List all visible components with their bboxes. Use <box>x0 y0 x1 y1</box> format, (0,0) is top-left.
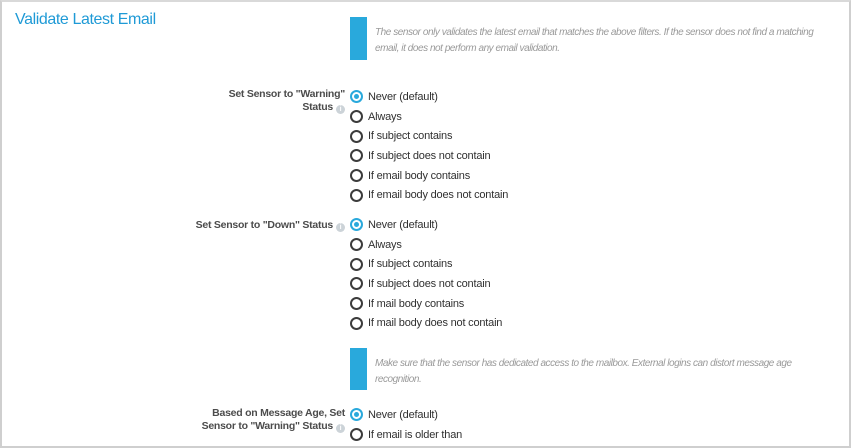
radio-option[interactable] <box>350 294 502 314</box>
field-label-line: Based on Message Age, Set <box>212 407 345 419</box>
radio-option-label: If email body does not contain <box>368 189 509 202</box>
radio-option-label: If subject does not contain <box>368 277 491 290</box>
radio-option-label: Never (default) <box>368 90 438 103</box>
field-label-line <box>2 219 345 232</box>
info-text-line: Make sure that the sensor has dedicated access to the mailbox. External logins can distort message age <box>375 358 792 369</box>
radio-option[interactable] <box>350 313 502 333</box>
page-title: Validate Latest Email <box>15 11 156 28</box>
radio-option[interactable] <box>350 126 508 146</box>
radio-button[interactable] <box>350 428 363 441</box>
field-label-line: Set Sensor to "Warning" <box>228 88 345 100</box>
radio-button[interactable] <box>350 189 363 202</box>
info-text-line: recognition. <box>375 374 422 385</box>
field-label-down-status <box>2 219 345 232</box>
radio-option[interactable] <box>350 166 508 186</box>
info-box <box>350 17 813 60</box>
radio-option[interactable] <box>350 274 502 294</box>
radio-option[interactable] <box>350 107 508 127</box>
radio-button[interactable] <box>350 277 363 290</box>
radio-option[interactable] <box>350 405 462 425</box>
info-text-line: email, it does not perform any email validation. <box>375 43 560 54</box>
radio-option-label: If email body contains <box>368 169 470 182</box>
radio-button-selected[interactable] <box>350 218 363 231</box>
field-label-message-age-warning-status <box>2 407 345 433</box>
field-label-line-text: Sensor to "Warning" Status <box>201 419 333 432</box>
radio-option-label: Never (default) <box>368 218 438 231</box>
radio-button[interactable] <box>350 258 363 271</box>
info-icon[interactable]: i <box>336 223 345 232</box>
radio-option[interactable] <box>350 254 502 274</box>
radio-group-message-age-warning-status <box>350 405 462 444</box>
radio-button[interactable] <box>350 110 363 123</box>
field-label-line-text: Set Sensor to "Down" Status <box>195 219 333 231</box>
radio-button-selected[interactable] <box>350 408 363 421</box>
field-label-line <box>2 420 345 433</box>
radio-option-label: If subject contains <box>368 258 453 271</box>
radio-option[interactable] <box>350 425 462 445</box>
radio-group-warning-status <box>350 87 508 205</box>
radio-button[interactable] <box>350 149 363 162</box>
radio-button[interactable] <box>350 297 363 310</box>
info-bar <box>350 17 367 60</box>
radio-option[interactable] <box>350 235 502 255</box>
radio-option-label: If email is older than <box>368 428 463 441</box>
radio-group-down-status <box>350 215 502 333</box>
field-label-line-text: Status <box>302 100 333 113</box>
info-text-line: The sensor only validates the latest email that matches the above filters. If the sensor does not find a matching <box>375 27 814 38</box>
info-text <box>375 348 792 390</box>
radio-option-label: If mail body contains <box>368 297 465 310</box>
info-icon[interactable]: i <box>336 424 345 433</box>
radio-button[interactable] <box>350 169 363 182</box>
radio-option-label: If mail body does not contain <box>368 317 503 330</box>
info-icon[interactable]: i <box>336 105 345 114</box>
radio-button[interactable] <box>350 130 363 143</box>
radio-option-label: If subject contains <box>368 130 453 143</box>
radio-option-label: Always <box>368 110 402 123</box>
radio-option[interactable] <box>350 87 508 107</box>
info-text <box>375 17 813 60</box>
radio-button-selected[interactable] <box>350 90 363 103</box>
field-label-line <box>2 101 345 114</box>
radio-option[interactable] <box>350 185 508 205</box>
radio-button[interactable] <box>350 238 363 251</box>
radio-option[interactable] <box>350 146 508 166</box>
radio-option-label: Always <box>368 238 402 251</box>
radio-option[interactable] <box>350 215 502 235</box>
radio-option-label: Never (default) <box>368 408 438 421</box>
radio-option-label: If subject does not contain <box>368 149 491 162</box>
info-box <box>350 348 792 390</box>
info-bar <box>350 348 367 390</box>
field-label-warning-status <box>2 88 345 114</box>
radio-button[interactable] <box>350 317 363 330</box>
